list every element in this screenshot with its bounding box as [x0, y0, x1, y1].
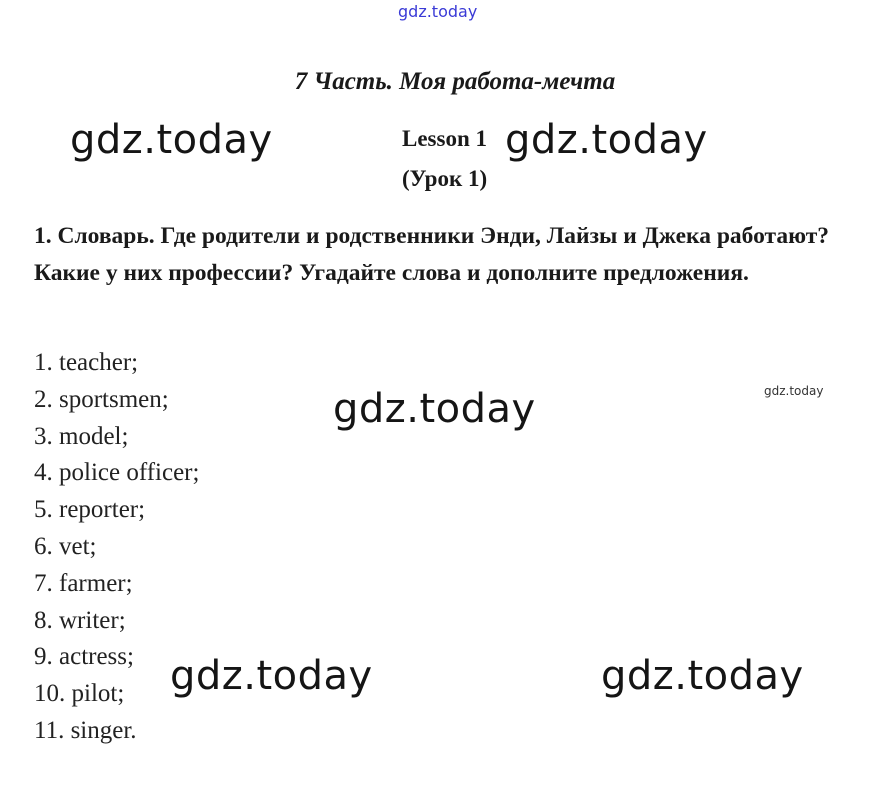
- list-item: 4. police officer;: [34, 459, 200, 487]
- list-item: 3. model;: [34, 422, 129, 450]
- list-item: 11. singer.: [34, 716, 137, 744]
- task-instruction: 1. Словарь. Где родители и родственники Энди, Лайзы и Джека работают? Какие у них профессии? Угадайте слова и дополните предложения.: [34, 223, 830, 286]
- list-item: 2. sportsmen;: [34, 385, 169, 413]
- lesson-title: Lesson 1: [402, 126, 487, 151]
- watermark-header-right: gdz.today: [505, 117, 708, 163]
- list-item: 1. teacher;: [34, 349, 139, 376]
- watermark-middle: gdz.today: [333, 386, 536, 432]
- list-item: 8. writer;: [34, 606, 126, 634]
- watermark-bottom-left: gdz.today: [170, 653, 373, 699]
- list-item: 10. pilot;: [34, 680, 125, 708]
- list-item: 5. reporter;: [34, 496, 146, 524]
- watermark-header-left: gdz.today: [70, 117, 273, 163]
- list-item: 6. vet;: [34, 532, 97, 560]
- list-item: 7. farmer;: [34, 569, 133, 597]
- list-item: 9. actress;: [34, 643, 134, 671]
- watermark-top: gdz.today: [398, 2, 478, 21]
- lesson-subtitle: (Урок 1): [402, 166, 488, 191]
- part-title: 7 Часть. Моя работа-мечта: [294, 68, 616, 95]
- watermark-bottom-right: gdz.today: [601, 653, 804, 699]
- watermark-small: gdz.today: [764, 384, 824, 398]
